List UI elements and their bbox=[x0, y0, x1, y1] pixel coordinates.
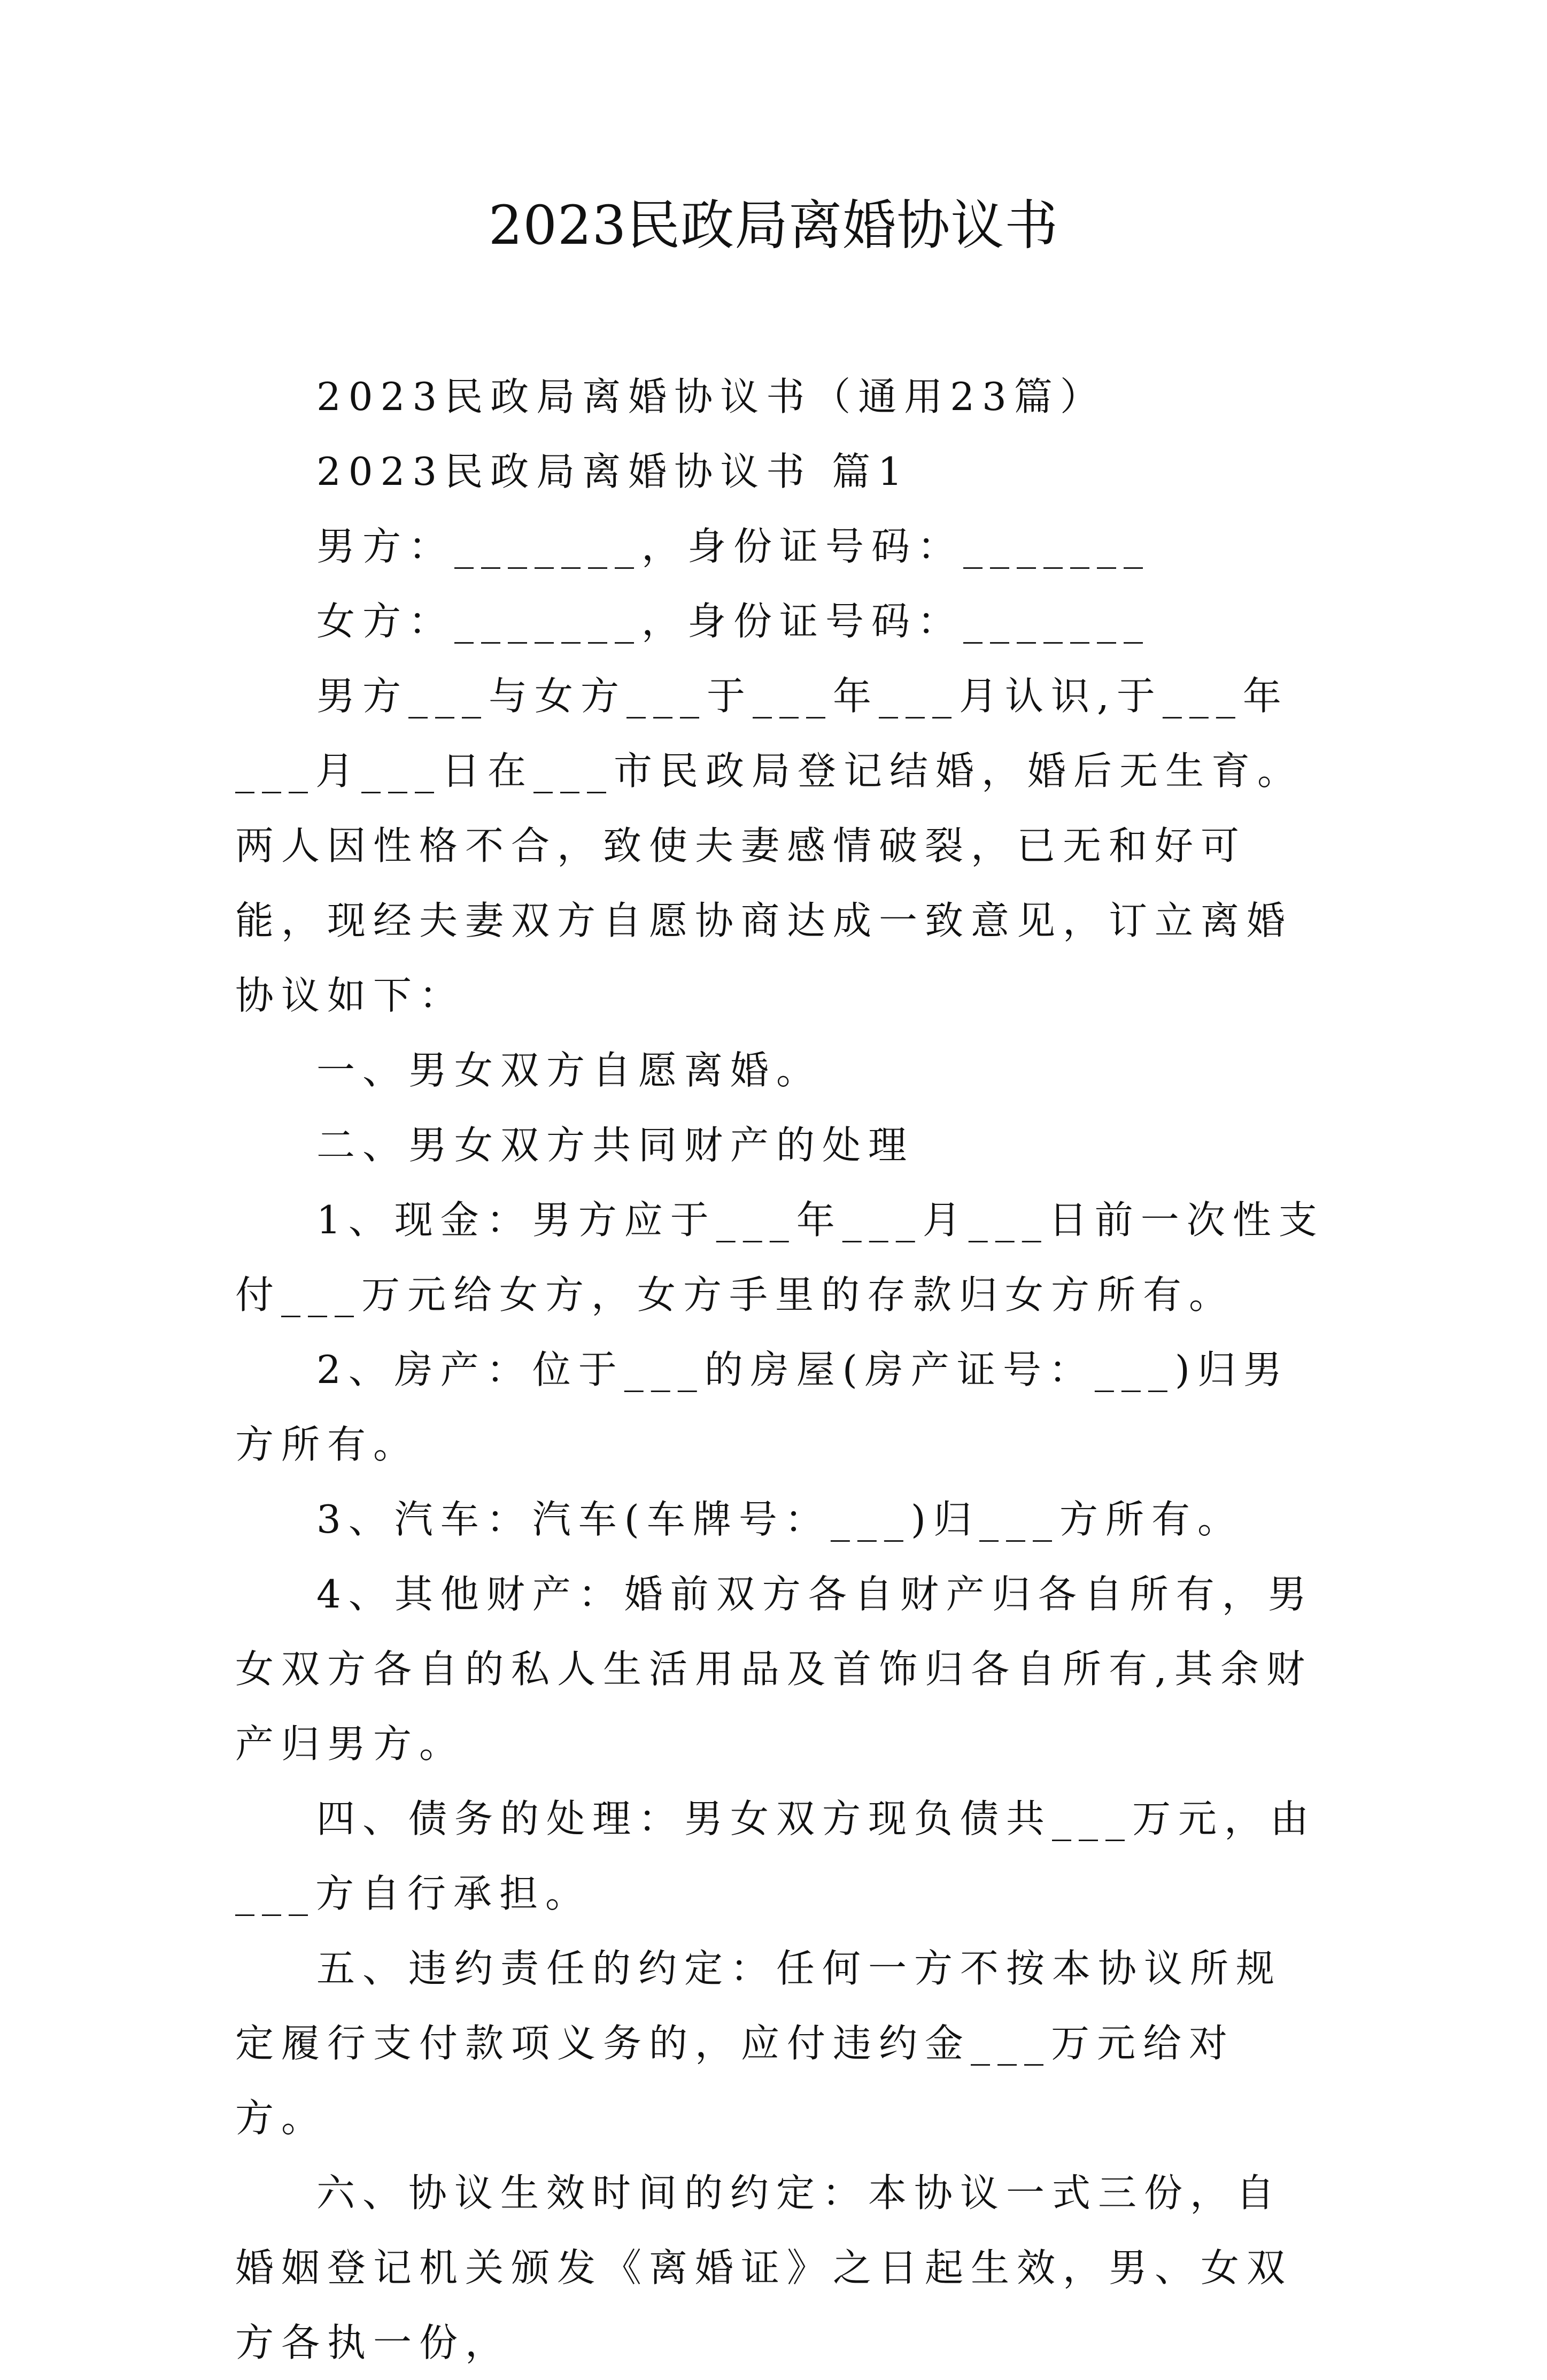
clause-house: 2、房产：位于___的房屋(房产证号：___)归男方所有。 bbox=[235, 1347, 1289, 1467]
clause-cash: 1、现金：男方应于___年___月___日前一次性支付___万元给女方，女方手里的存款归女方所有。 bbox=[235, 1197, 1325, 1317]
document-title: 2023民政局离婚协议书 bbox=[488, 194, 1059, 257]
clause-property-heading: 二、男女双方共同财产的处理 bbox=[316, 1123, 915, 1168]
clause-effective: 六、协议生效时间的约定：本协议一式三份，自婚姻登记机关颁发《离婚证》之日起生效，男、女双方各执一份， bbox=[235, 2170, 1293, 2365]
male-party-line: 男方：_______，身份证号码：_______ bbox=[316, 524, 1151, 569]
clause-debt: 四、债务的处理：男女双方现负债共___万元，由___方自行承担。 bbox=[235, 1796, 1317, 1916]
female-party-line: 女方：_______，身份证号码：_______ bbox=[316, 599, 1151, 644]
clause-car: 3、汽车：汽车(车牌号：___)归___方所有。 bbox=[316, 1497, 1243, 1542]
clause-divorce: 一、男女双方自愿离婚。 bbox=[316, 1048, 823, 1093]
document-body bbox=[235, 359, 1326, 2380]
clause-breach: 五、违约责任的约定：任何一方不按本协议所规定履行支付款项义务的，应付违约金___万元给对方。 bbox=[235, 1946, 1282, 2141]
section-heading: 2023民政局离婚协议书 篇1 bbox=[316, 449, 910, 494]
subtitle-paragraph: 2023民政局离婚协议书（通用23篇） bbox=[316, 374, 1106, 419]
clause-other-property: 4、其他财产：婚前双方各自财产归各自所有，男女双方各自的私人生活用品及首饰归各自所有,其余财产归男方。 bbox=[235, 1572, 1314, 1766]
preamble-paragraph: 男方___与女方___于___年___月认识,于___年___月___日在___市民政局登记结婚，婚后无生育。两人因性格不合，致使夫妻感情破裂，已无和好可能，现经夫妻双方自愿协商达成一致意见，订立离婚协议如下： bbox=[235, 674, 1304, 1018]
